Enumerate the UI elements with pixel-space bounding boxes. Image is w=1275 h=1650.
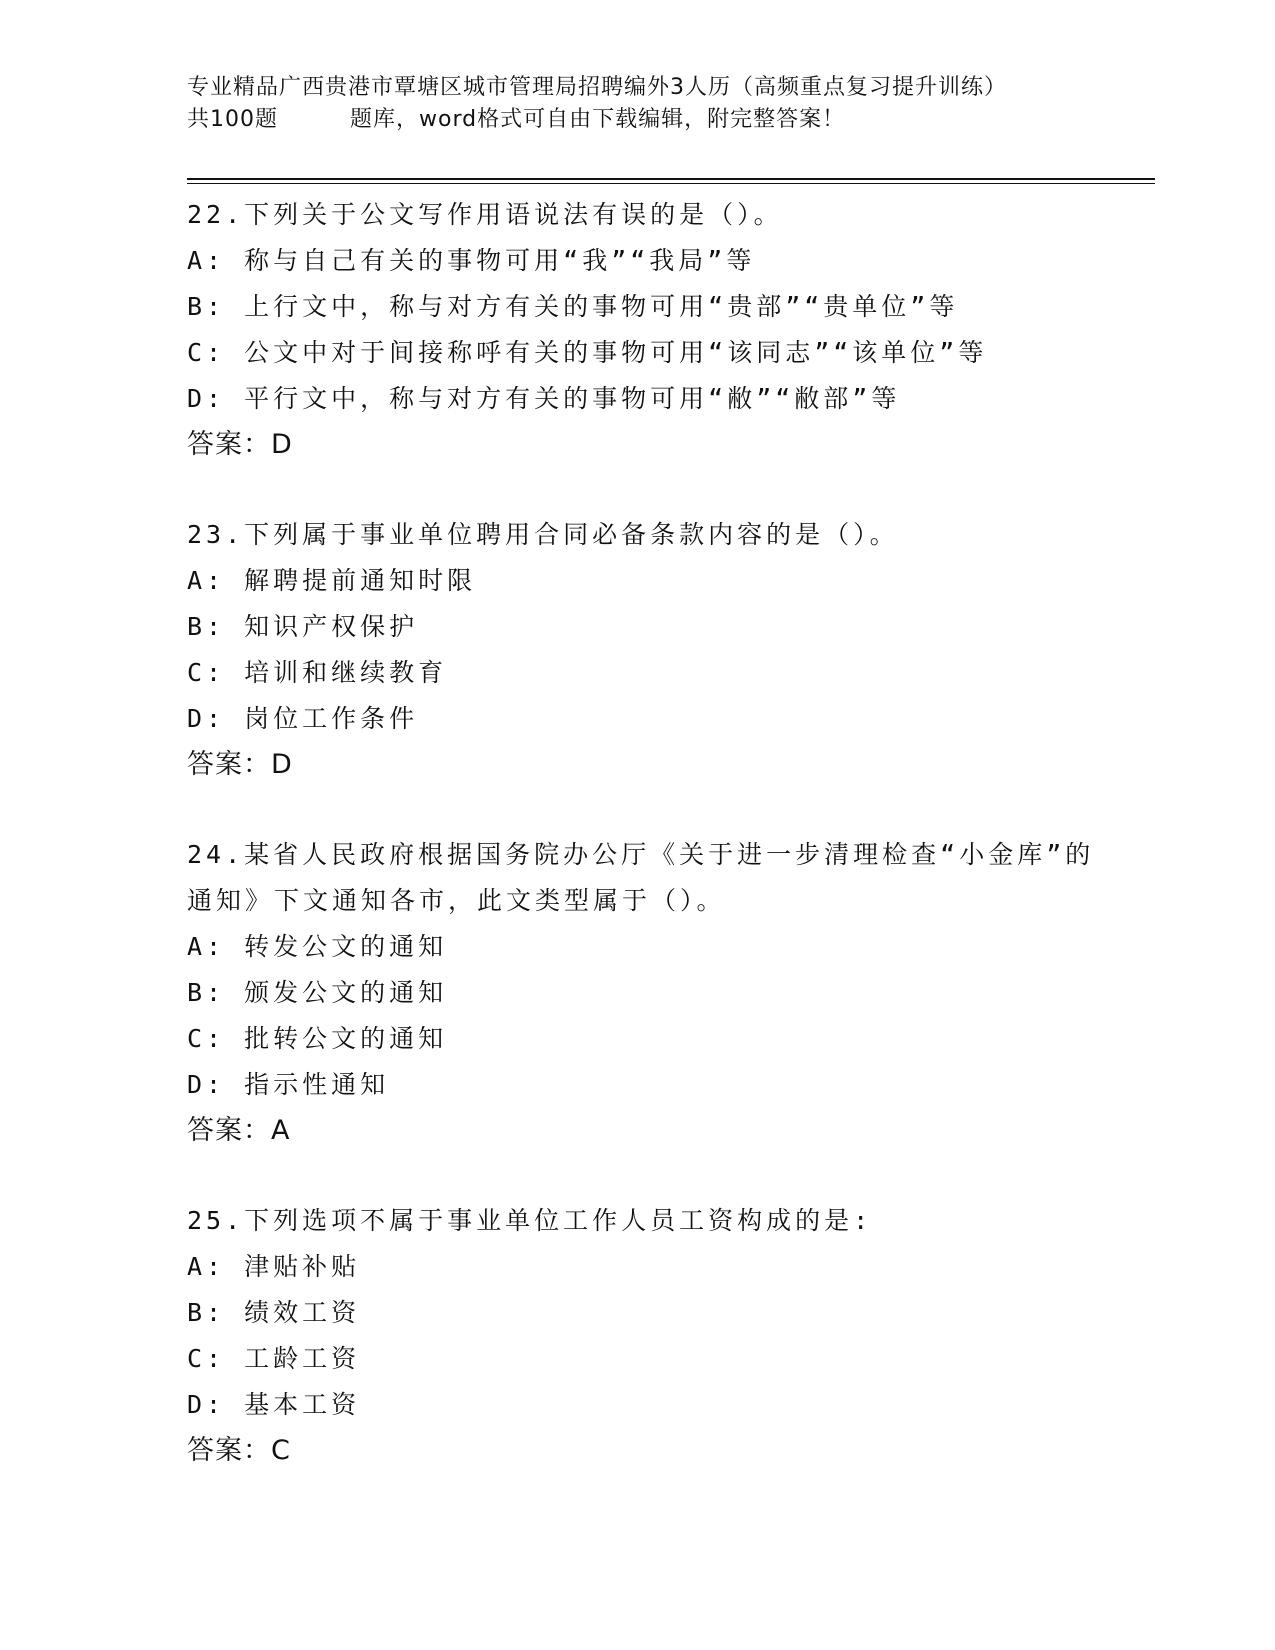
- option-d: D: 基本工资: [187, 1390, 361, 1419]
- option-d: D: 指示性通知: [187, 1070, 390, 1099]
- option-c: C: 培训和继续教育: [187, 658, 448, 687]
- option-b: B: 知识产权保护: [187, 612, 419, 641]
- option-a: A: 转发公文的通知: [187, 932, 448, 961]
- question-block: [187, 192, 1107, 468]
- option-b: B: 绩效工资: [187, 1298, 361, 1327]
- option-d: D: 岗位工作条件: [187, 704, 419, 733]
- header-title: 专业精品广西贵港市覃塘区城市管理局招聘编外3人历（高频重点复习提升训练）: [187, 75, 1007, 100]
- question-block: [187, 1198, 1107, 1474]
- header-divider-thick: [187, 178, 1155, 180]
- header-divider-thin: [187, 183, 1155, 184]
- option-c: C: 批转公文的通知: [187, 1024, 448, 1053]
- option-b: B: 颁发公文的通知: [187, 978, 448, 1007]
- header-note: 题库，word格式可自由下载编辑，附完整答案！: [350, 107, 846, 132]
- option-c: C: 工龄工资: [187, 1344, 361, 1373]
- answer: 答案：D: [187, 429, 293, 460]
- option-a: A: 解聘提前通知时限: [187, 566, 477, 595]
- option-c: C: 公文中对于间接称呼有关的事物可用“该同志”“该单位”等: [187, 338, 988, 367]
- answer: 答案：D: [187, 749, 293, 780]
- answer: 答案：C: [187, 1435, 291, 1466]
- header-subtitle: [187, 104, 1087, 136]
- question-text: 24.某省人民政府根据国务院办公厅《关于进一步清理检查“小金库”的通知》下文通知各市，此文类型属于（）。: [187, 840, 1095, 915]
- option-b: B: 上行文中，称与对方有关的事物可用“贵部”“贵单位”等: [187, 292, 959, 321]
- question-text: 23.下列属于事业单位聘用合同必备条款内容的是（）。: [187, 520, 899, 549]
- question-list: [187, 192, 1107, 1518]
- option-a: A: 津贴补贴: [187, 1252, 361, 1281]
- question-text: 22.下列关于公文写作用语说法有误的是（）。: [187, 200, 783, 229]
- question-count: 共100题: [187, 107, 278, 132]
- option-a: A: 称与自己有关的事物可用“我”“我局”等: [187, 246, 756, 275]
- question-block: [187, 832, 1107, 1154]
- document-header: [187, 72, 1087, 136]
- option-d: D: 平行文中，称与对方有关的事物可用“敝”“敝部”等: [187, 384, 901, 413]
- question-text: 25.下列选项不属于事业单位工作人员工资构成的是:: [187, 1206, 873, 1235]
- answer: 答案：A: [187, 1115, 291, 1146]
- question-block: [187, 512, 1107, 788]
